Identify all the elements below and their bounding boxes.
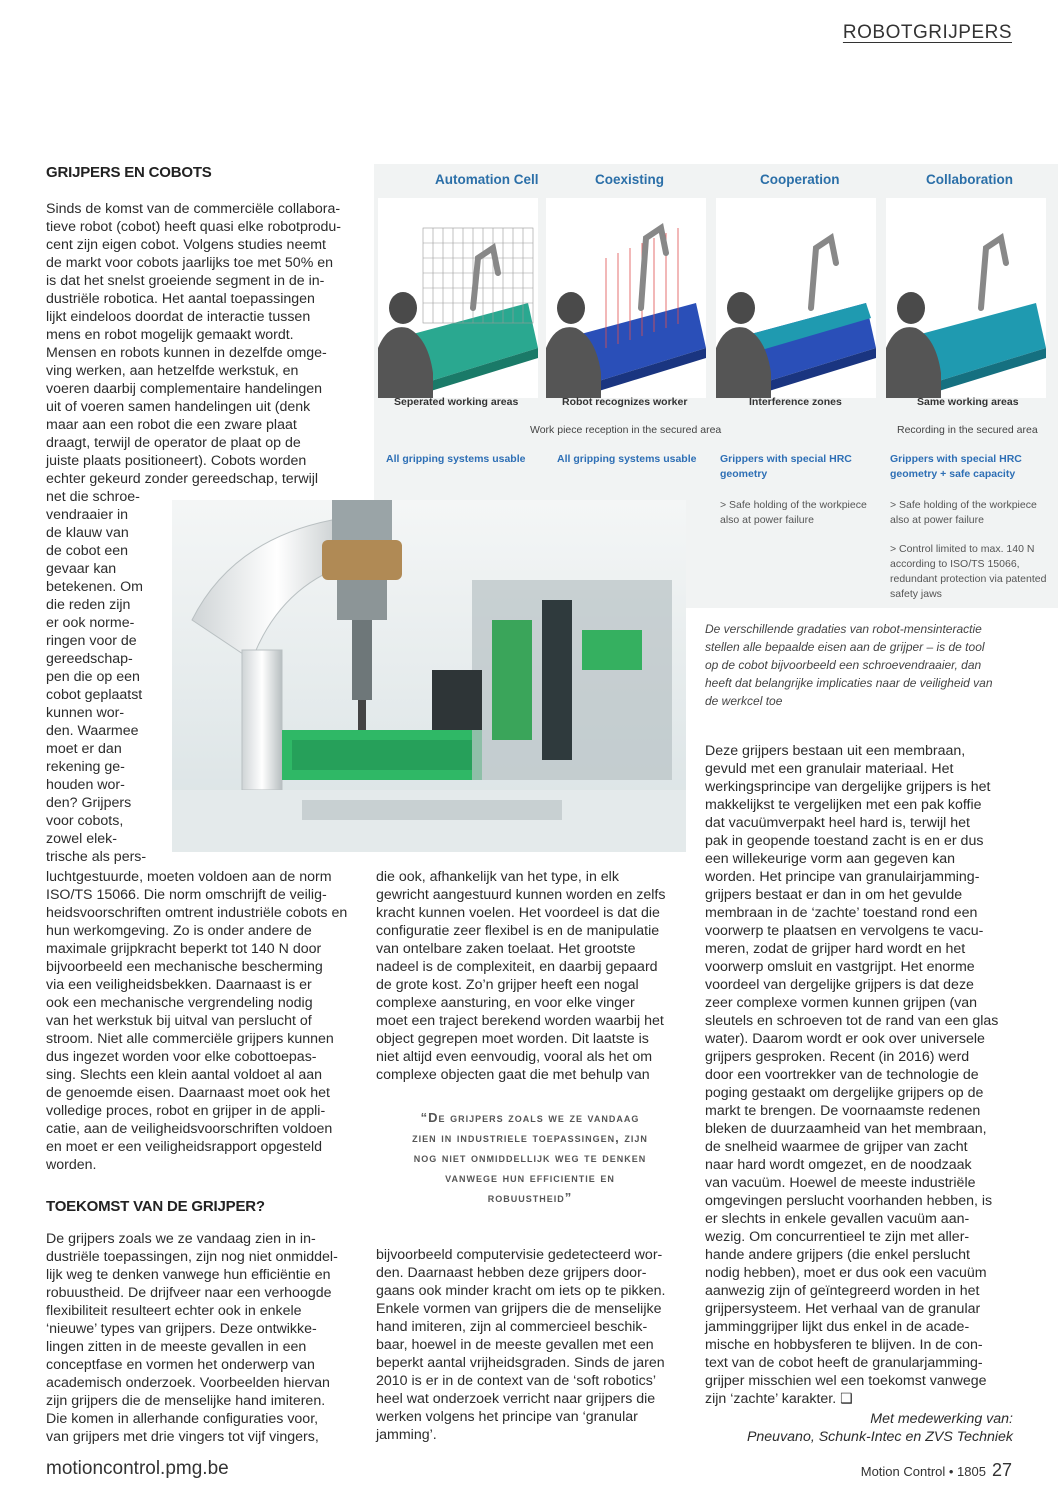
special-hrc-1: Grippers with special HRC geometry bbox=[720, 453, 852, 480]
diagram-title-collaboration: Collaboration bbox=[926, 172, 1013, 187]
col1-mid-line: de genoemde eisen. Daarnaast moet ook het bbox=[46, 1085, 330, 1101]
col3-line: grijpers bestaat er dan in om het gevulde bbox=[705, 887, 963, 903]
col2-top-line: gewricht aangestuurd kunnen worden en zelfs bbox=[376, 887, 666, 903]
col2-bottom-line: bijvoorbeeld computervisie gedetecteerd wor- bbox=[376, 1247, 663, 1263]
col3-line: aanwezig zijn of geïntegreerd worden in het bbox=[705, 1283, 980, 1299]
col1-mid-line: ook een mechanische vergrendeling nodig bbox=[46, 995, 313, 1011]
credits-line: Met medewerking van: bbox=[870, 1411, 1013, 1427]
caption-recognizes: Robot recognizes worker bbox=[562, 396, 688, 408]
col1-bottom-line: conceptfase en vormen het onderwerp van bbox=[46, 1357, 315, 1373]
col3-line: pak in geopende toestand zacht is en er dus bbox=[705, 833, 984, 849]
col1-bottom-line: dustriële toepassingen, zijn nog niet onmiddel- bbox=[46, 1249, 338, 1265]
col3-line: grijpersysteem. Het verhaal van de granular bbox=[705, 1301, 981, 1317]
col1-top-line: echter gekeurd zonder gereedschap, terwijl bbox=[46, 471, 319, 487]
col1-top-line: lijkt eindeloos doordat de interactie tussen bbox=[46, 309, 311, 325]
col1-top-line: mens en robot mogelijk gemaakt wordt. bbox=[46, 327, 294, 343]
heading-toekomst: TOEKOMST VAN DE GRIJPER? bbox=[46, 1198, 265, 1215]
col3-line: zeer complexe vormen kunnen grijpen (van bbox=[705, 995, 978, 1011]
col1-narrow-line: houden wor- bbox=[46, 777, 125, 793]
col1-mid-line: stroom. Niet alle commerciële grijpers kunnen bbox=[46, 1031, 334, 1047]
col1-narrow-line: er ook norme- bbox=[46, 615, 135, 631]
col2-bottom-line: den. Daarnaast hebben deze grijpers door- bbox=[376, 1265, 647, 1281]
usable-systems-1: All gripping systems usable bbox=[386, 453, 526, 465]
credits bbox=[705, 1410, 1013, 1446]
col1-narrow-line: cobot geplaatst bbox=[46, 687, 143, 703]
col1-mid-line: dus ingezet worden voor elke cobottoepas- bbox=[46, 1049, 317, 1065]
quote-line: zien in industriele toepassingen, zijn bbox=[412, 1130, 648, 1145]
col1-mid-line: bijvoorbeeld een mechanische bescherming bbox=[46, 959, 323, 975]
col3-line: grijper misschien wel een toekomst vanwege bbox=[705, 1373, 987, 1389]
section-tag: ROBOTGRIJPERS bbox=[842, 22, 1012, 43]
automation-cell-illustration bbox=[378, 198, 538, 398]
col1-mid-line: catie, aan de veiligheidsvoorschriften voldoen bbox=[46, 1121, 333, 1137]
col1-narrow-line: die reden zijn bbox=[46, 597, 131, 613]
col1-bottom-line: robuustheid. De drijfveer naar een verhoogde bbox=[46, 1285, 332, 1301]
col3-line: makkelijkst te vergelijken met een pak koffie bbox=[705, 797, 982, 813]
col1-narrow-line: gereedschap- bbox=[46, 651, 133, 667]
quote-line: “De grijpers zoals we ze vandaag bbox=[420, 1110, 640, 1125]
caption-line: de werkcel toe bbox=[705, 694, 783, 708]
note-safe-holding-2: > Safe holding of the workpiece also at power failure bbox=[890, 499, 1037, 526]
col1-bottom-line: ‘nieuwe’ types van grijpers. Deze ontwikke- bbox=[46, 1321, 317, 1337]
figure-caption bbox=[705, 620, 1015, 710]
quote-line: robuustheid” bbox=[487, 1190, 573, 1205]
footer-site[interactable]: motioncontrol.pmg.be bbox=[46, 1458, 229, 1479]
col2-top-line: complexe objecten gaat die met behulp van bbox=[376, 1067, 650, 1083]
col2-top-line: complexe aansturing, en voor elke vinger bbox=[376, 995, 635, 1011]
note-safe-holding-1: > Safe holding of the workpiece also at power failure bbox=[720, 499, 867, 526]
col1-top-line: maar aan een robot die een zware plaat bbox=[46, 417, 297, 433]
col3-line: mische en hobbysferen te blijven. In de con- bbox=[705, 1337, 983, 1353]
col2-bottom-line: 2010 is er in de context van de ‘soft robotics’ bbox=[376, 1373, 656, 1389]
cooperation-illustration bbox=[716, 198, 876, 398]
col2-bottom-line: baar, hoewel in de meeste gevallen met een bbox=[376, 1337, 654, 1353]
col1-mid-line: ISO/TS 15066. Die norm omschrijft de veilig- bbox=[46, 887, 327, 903]
col1-bottom-line: flexibiliteit resulteert echter ook in enkele bbox=[46, 1303, 302, 1319]
col1-narrow-line: ringen voor de bbox=[46, 633, 137, 649]
quote-line: vanwege hun efficientie en bbox=[445, 1170, 615, 1185]
col1-mid-line: volledige proces, robot en grijper in de appli- bbox=[46, 1103, 326, 1119]
special-hrc-2: Grippers with special HRC geometry + safe capacity bbox=[890, 453, 1022, 480]
column1-future-text bbox=[46, 1230, 354, 1446]
col3-line: jamminggrijper lijkt dus enkel in de acade- bbox=[705, 1319, 970, 1335]
col1-narrow-line: net die schroe- bbox=[46, 489, 140, 505]
col1-mid-line: maximale grijpkracht beperkt tot 140 N door bbox=[46, 941, 322, 957]
caption-interference: Interference zones bbox=[749, 396, 842, 408]
col3-line: voorwerp omsluit en vastgrijpt. Het enorme bbox=[705, 959, 975, 975]
col1-narrow-line: den. Waarmee bbox=[46, 723, 139, 739]
col3-line: naar hard wordt omgezet, en de noodzaak bbox=[705, 1157, 972, 1173]
col3-line: membraan in de ‘zachte’ toestand rond een bbox=[705, 905, 978, 921]
column1-norm-text bbox=[46, 868, 354, 1174]
caption-line: op de cobot bijvoorbeeld een schroevendraaier, dan bbox=[705, 658, 982, 672]
col1-top-line: juiste plaats positioneert). Cobots worden bbox=[46, 453, 307, 469]
col2-top-line: de grote kost. Zo’n grijper heeft een nogal bbox=[376, 977, 639, 993]
col2-bottom-line: beperkt aantal vrijheidsgraden. Sinds de jaren bbox=[376, 1355, 665, 1371]
col2-top-line: object gegrepen moet worden. Dit laatste is bbox=[376, 1031, 649, 1047]
col3-line: grijpers gesproken. Recent (in 2016) werd bbox=[705, 1049, 970, 1065]
column2-top-text bbox=[376, 868, 684, 1084]
caption-line: heeft dat belangrijke implicaties naar de veiligheid van bbox=[705, 676, 993, 690]
col3-line: zijn ‘zachte’ karakter. ❑ bbox=[705, 1391, 853, 1407]
col1-narrow-line: kunnen wor- bbox=[46, 705, 125, 721]
col1-bottom-line: academisch onderzoek. Voorbeelden hiervan bbox=[46, 1375, 330, 1391]
caption-line: stellen alle bepaalde eisen aan de grijper – is de tool bbox=[705, 640, 985, 654]
col1-bottom-line: zijn grijpers die de menselijke hand imiteren. bbox=[46, 1393, 326, 1409]
column1-intro-text bbox=[46, 200, 354, 488]
note-control-limited: > Control limited to max. 140 N according to ISO/TS 15066, redundant protection via patented safety jaws bbox=[890, 543, 1047, 600]
col3-line: voordeel van dergelijke grijpers is dat deze bbox=[705, 977, 974, 993]
col1-mid-line: worden. bbox=[46, 1157, 97, 1173]
col3-line: van vacuüm. Hoewel de meeste industriële bbox=[705, 1175, 976, 1191]
col1-mid-line: luchtgestuurde, moeten voldoen aan de norm bbox=[46, 869, 332, 885]
col3-line: bleken de duurzaamheid van het membraan, bbox=[705, 1121, 987, 1137]
col1-narrow-line: betekenen. Om bbox=[46, 579, 144, 595]
col2-top-line: moet een traject berekend worden waarbij het bbox=[376, 1013, 664, 1029]
col2-top-line: kracht kunnen voelen. Het voordeel is dat die bbox=[376, 905, 660, 921]
col3-line: de snelheid waarmee de grijper van zacht bbox=[705, 1139, 968, 1155]
col2-bottom-line: gaans ook minder kracht om iets op te pikken. bbox=[376, 1283, 666, 1299]
col1-mid-line: van het werkstuk bij uitval van perslucht of bbox=[46, 1013, 312, 1029]
col1-narrow-line: de cobot een bbox=[46, 543, 129, 559]
col1-narrow-line: trische als pers- bbox=[46, 849, 147, 865]
col1-top-line: ving werken, aan hetzelfde werkstuk, en bbox=[46, 363, 299, 379]
col2-top-line: configuratie zeer flexibel is en de manipulatie bbox=[376, 923, 660, 939]
col3-line: werkingsprincipe van dergelijke grijpers is het bbox=[705, 779, 991, 795]
col3-line: Deze grijpers bestaan uit een membraan, bbox=[705, 743, 966, 759]
col3-line: text van de cobot heeft de granularjamming- bbox=[705, 1355, 983, 1371]
col1-mid-line: heidsvoorschriften omtrent industriële cobots en bbox=[46, 905, 348, 921]
col2-top-line: die ook, afhankelijk van het type, in elk bbox=[376, 869, 619, 885]
col2-top-line: nadeel is de complexiteit, en daarbij gepaard bbox=[376, 959, 658, 975]
caption-line: De verschillende gradaties van robot-mensinteractie bbox=[705, 622, 982, 636]
col3-line: poging gestaakt om dergelijke grijpers op de bbox=[705, 1085, 984, 1101]
col3-line: door een voortrekker van de technologie de bbox=[705, 1067, 979, 1083]
col1-narrow-line: moet er dan bbox=[46, 741, 122, 757]
col3-line: meren, zodat de grijper hard wordt en het bbox=[705, 941, 966, 957]
subcaption-work-piece: Work piece reception in the secured area bbox=[530, 424, 722, 436]
col1-bottom-line: De grijpers zoals we ze vandaag zien in in- bbox=[46, 1231, 316, 1247]
col1-narrow-line: pen die op een bbox=[46, 669, 140, 685]
col3-line: een willekeurige vorm aan gegeven kan bbox=[705, 851, 956, 867]
col2-bottom-line: heel wat onderzoek verricht naar grijpers die bbox=[376, 1391, 656, 1407]
col2-top-line: van ontelbare zaken toelaat. Het grootste bbox=[376, 941, 636, 957]
diagram-title-coexisting: Coexisting bbox=[595, 172, 665, 187]
col3-line: nodig hebben), moet er dus ook een vacuüm bbox=[705, 1265, 987, 1281]
coexisting-illustration bbox=[546, 198, 706, 398]
col1-top-line: tieve robot (cobot) heeft quasi elke robotprodu- bbox=[46, 219, 341, 235]
heading-grijpers-en-cobots: GRIJPERS EN COBOTS bbox=[46, 164, 212, 181]
col1-top-line: dustriële robotica. Het aantal toepassingen bbox=[46, 291, 315, 307]
col3-line: voorwerp te plaatsen en vervolgens te vacu- bbox=[705, 923, 984, 939]
diagram-title-cooperation: Cooperation bbox=[760, 172, 840, 187]
col1-bottom-line: lingen zitten in de meeste gevallen in een bbox=[46, 1339, 307, 1355]
col1-narrow-line: gevaar kan bbox=[46, 561, 117, 577]
subcaption-recording: Recording in the secured area bbox=[897, 424, 1038, 436]
col1-narrow-line: rekening ge- bbox=[46, 759, 125, 775]
col3-line: gevuld met een granulair materiaal. Het bbox=[705, 761, 954, 777]
col1-top-line: voeren daarbij complementaire handelingen bbox=[46, 381, 323, 397]
col3-line: er slechts in enkele gevallen vacuüm aan- bbox=[705, 1211, 970, 1227]
col1-top-line: uit of voeren samen handelingen uit (denk bbox=[46, 399, 311, 415]
col1-top-line: draagt, terwijl de operator de plaat op de bbox=[46, 435, 301, 451]
col1-narrow-line: de klauw van bbox=[46, 525, 129, 541]
pull-quote bbox=[376, 1108, 684, 1208]
collaboration-illustration bbox=[886, 198, 1046, 398]
col1-mid-line: en moet er een veiligheidsrapport opgesteld bbox=[46, 1139, 323, 1155]
col1-top-line: Mensen en robots kunnen in dezelfde omge- bbox=[46, 345, 327, 361]
column2-bottom-text bbox=[376, 1246, 684, 1444]
col2-top-line: niet altijd even eenvoudig, vooral als het om bbox=[376, 1049, 653, 1065]
col3-line: hande andere grijpers (die enkel perslucht bbox=[705, 1247, 970, 1263]
col2-bottom-line: werken volgens het principe van ‘granular bbox=[376, 1409, 638, 1425]
caption-seperated: Seperated working areas bbox=[394, 396, 519, 408]
column3-text bbox=[705, 742, 1013, 1408]
col2-bottom-line: Enkele vormen van grijpers die de menselijke bbox=[376, 1301, 662, 1317]
col1-mid-line: sing. Slechts een klein aantal voldoet al aan bbox=[46, 1067, 323, 1083]
column1-wrapped-text bbox=[46, 488, 150, 866]
col1-narrow-line: zowel elek- bbox=[46, 831, 117, 847]
col1-top-line: de markt voor cobots jaarlijks toe met 50% en bbox=[46, 255, 334, 271]
col3-line: omgevingen perslucht voorhanden hebben, is bbox=[705, 1193, 993, 1209]
col2-bottom-line: hand imiteren, zijn al commercieel beschik- bbox=[376, 1319, 648, 1335]
col1-top-line: cent zijn eigen cobot. Volgens studies neemt bbox=[46, 237, 326, 253]
col3-line: dat vacuümverpakt heel hard is, terwijl het bbox=[705, 815, 970, 831]
page-number: 27 bbox=[991, 1460, 1012, 1480]
col1-top-line: Sinds de komst van de commerciële collabora- bbox=[46, 201, 341, 217]
col1-narrow-line: voor cobots, bbox=[46, 813, 124, 829]
col1-bottom-line: lijk weg te denken vanwege hun efficiëntie en bbox=[46, 1267, 331, 1283]
col1-mid-line: hun werkomgeving. Zo is onder andere de bbox=[46, 923, 312, 939]
caption-same-areas: Same working areas bbox=[917, 396, 1019, 408]
footer-magazine: Motion Control • 1805 27 bbox=[860, 1460, 1012, 1480]
col1-narrow-line: den? Grijpers bbox=[46, 795, 132, 811]
col3-line: worden. Het principe van granulairjamming- bbox=[705, 869, 980, 885]
cobot-gripper-photo bbox=[172, 500, 686, 852]
col3-line: wezig. Om concurrentieel te zijn met aller- bbox=[705, 1229, 970, 1245]
col1-bottom-line: van grijpers met drie vingers tot vijf vingers, bbox=[46, 1429, 319, 1445]
col1-mid-line: via een veiligheidsbekken. Daarnaast is er bbox=[46, 977, 312, 993]
col3-line: sleutels en schroeven tot de rand van een glas bbox=[705, 1013, 999, 1029]
diagram-title-automation-cell: Automation Cell bbox=[435, 172, 539, 187]
col1-bottom-line: Die komen in allerhande configuraties voor, bbox=[46, 1411, 319, 1427]
col3-line: water). Daarom wordt er ook over universele bbox=[705, 1031, 985, 1047]
col2-bottom-line: jamming’. bbox=[376, 1427, 437, 1443]
col3-line: markt te brengen. De voornaamste redenen bbox=[705, 1103, 981, 1119]
usable-systems-2: All gripping systems usable bbox=[557, 453, 697, 465]
col1-top-line: is dat het snelst groeiende segment in de in- bbox=[46, 273, 325, 289]
quote-line: nog niet onmiddellijk weg te denken bbox=[413, 1150, 647, 1165]
credits-line: Pneuvano, Schunk-Intec en ZVS Techniek bbox=[746, 1429, 1013, 1445]
col1-narrow-line: vendraaier in bbox=[46, 507, 129, 523]
